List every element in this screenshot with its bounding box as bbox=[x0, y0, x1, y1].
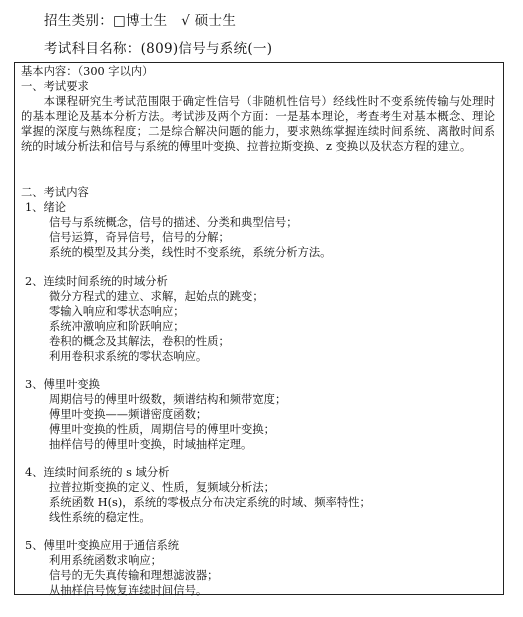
basic-content-title: 基本内容：（300 字以内） bbox=[21, 65, 154, 78]
section-1-paragraph: 本课程研究生考试范围限于确定性信号（非随机性信号）经线性时不变系统传输与处理时的基本理论及基本分析方法。考试涉及两个方面：一是基本理论，考查考生对基本概念、理论掌握的深度与熟练程度；二是综合解决问题的能力，要求熟练掌握连续时间系统、离散时间系统的时域分析法和信号与系统的傅里叶变换、拉普拉斯变换、z 变换以及状态方程的建立。 bbox=[21, 95, 495, 153]
topic-title: 1、绪论 bbox=[25, 201, 67, 214]
topic-item: 利用系统函数求响应； bbox=[49, 554, 162, 567]
topic-item: 系统的模型及其分类，线性时不变系统，系统分析方法。 bbox=[49, 246, 332, 259]
topic-item: 微分方程式的建立、求解，起始点的跳变； bbox=[49, 290, 264, 303]
topic-item: 拉普拉斯变换的定义、性质，复频域分析法； bbox=[49, 481, 275, 494]
doctor-checkbox-option: □博士生 bbox=[113, 13, 168, 29]
topic-item: 周期信号的傅里叶级数，频谱结构和频带宽度； bbox=[49, 393, 287, 406]
content-box bbox=[14, 62, 504, 595]
exam-subject-value: (809)信号与系统(一) bbox=[140, 41, 273, 57]
exam-subject-label: 考试科目名称： bbox=[44, 41, 141, 57]
recruit-category-row bbox=[44, 9, 236, 29]
topic-title: 2、连续时间系统的时域分析 bbox=[25, 275, 168, 288]
section-1-title: 一、考试要求 bbox=[21, 80, 89, 93]
section-2-title: 二、考试内容 bbox=[21, 186, 89, 199]
topic-item: 从抽样信号恢复连续时间信号。 bbox=[49, 584, 208, 597]
topic-item: 卷积的概念及其解法，卷积的性质； bbox=[49, 335, 230, 348]
topic-item: 信号的无失真传输和理想滤波器； bbox=[49, 569, 219, 582]
exam-subject-row bbox=[44, 37, 272, 57]
topic-item: 傅里叶变换——频谱密度函数； bbox=[49, 408, 208, 421]
master-checked-option: √ 硕士生 bbox=[181, 13, 237, 29]
topic-item: 利用卷积求系统的零状态响应。 bbox=[49, 350, 208, 363]
topic-item: 零输入响应和零状态响应； bbox=[49, 305, 185, 318]
topic-item: 线性系统的稳定性。 bbox=[49, 511, 151, 524]
topic-item: 信号运算，奇异信号，信号的分解； bbox=[49, 231, 230, 244]
topic-item: 系统冲激响应和阶跃响应； bbox=[49, 320, 185, 333]
topic-title: 3、傅里叶变换 bbox=[25, 378, 100, 391]
recruit-category-label: 招生类别： bbox=[44, 13, 113, 29]
topic-item: 系统函数 H(s)，系统的零极点分布决定系统的时域、频率特性； bbox=[49, 496, 371, 509]
topic-item: 傅里叶变换的性质，周期信号的傅里叶变换； bbox=[49, 423, 275, 436]
topic-title: 5、傅里叶变换应用于通信系统 bbox=[25, 539, 180, 552]
topic-item: 信号与系统概念，信号的描述、分类和典型信号； bbox=[49, 216, 298, 229]
topic-title: 4、连续时间系统的 s 域分析 bbox=[25, 466, 170, 479]
topic-item: 抽样信号的傅里叶变换，时域抽样定理。 bbox=[49, 438, 253, 451]
